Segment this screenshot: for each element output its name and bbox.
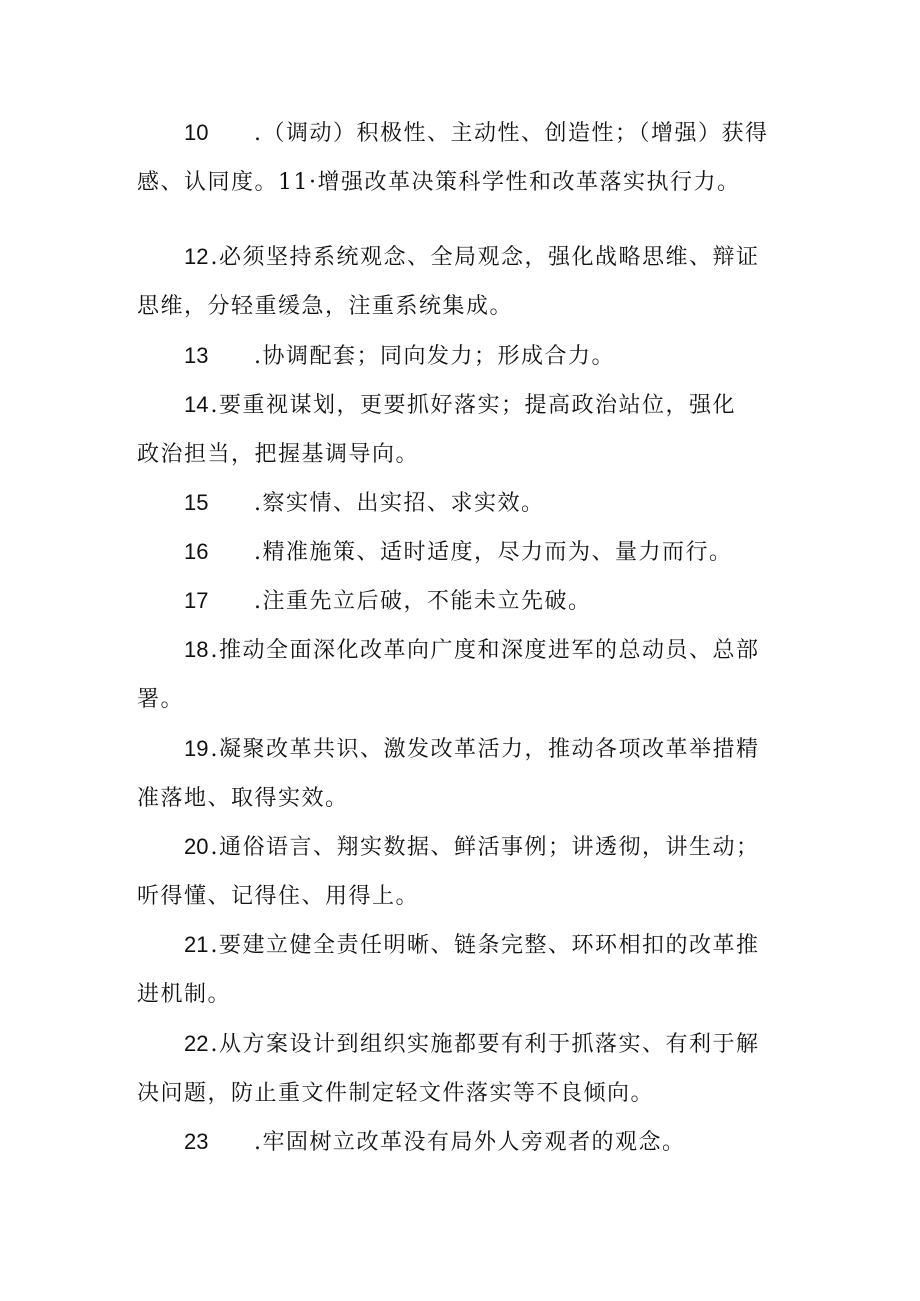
paragraph-text: 政治担当，把握基调导向。 xyxy=(137,442,420,467)
paragraph-text: .协调配套；同向发力；形成合力。 xyxy=(254,344,615,369)
item-number: 23 xyxy=(184,1129,209,1154)
paragraph-12 xyxy=(137,232,797,332)
paragraph-14 xyxy=(137,380,797,480)
item-number: 10 xyxy=(184,120,209,145)
paragraph-text: .凝聚改革共识、激发改革活力，推动各项改革举措精 xyxy=(210,737,760,762)
paragraph-15 xyxy=(137,478,797,528)
paragraph-text: 署。 xyxy=(137,687,185,712)
paragraph-text: .察实情、出实招、求实效。 xyxy=(254,491,545,516)
paragraph-text: .要建立健全责任明晰、链条完整、环环相扣的改革推 xyxy=(210,933,760,958)
item-number: 19 xyxy=(184,736,209,761)
paragraph-13 xyxy=(137,331,797,381)
item-number: 21 xyxy=(184,932,209,957)
paragraph-text: .通俗语言、翔实数据、鲜活事例；讲透彻，讲生动； xyxy=(210,835,760,860)
paragraph-16 xyxy=(137,527,797,577)
paragraph-20 xyxy=(137,822,797,922)
item-number: 15 xyxy=(184,490,209,515)
item-number: 13 xyxy=(184,343,209,368)
item-number: 17 xyxy=(184,588,209,613)
paragraph-19 xyxy=(137,724,797,824)
item-number: 20 xyxy=(184,834,209,859)
paragraph-text: 听得懂、记得住、用得上。 xyxy=(137,884,420,909)
paragraph-text: 准落地、取得实效。 xyxy=(137,786,349,811)
paragraph-text: .从方案设计到组织实施都要有利于抓落实、有利于解 xyxy=(210,1032,760,1057)
item-number: 18 xyxy=(184,637,209,662)
paragraph-21 xyxy=(137,920,797,1020)
paragraph-18 xyxy=(137,625,797,725)
paragraph-text: .注重先立后破，不能未立先破。 xyxy=(254,589,592,614)
paragraph-text: .必须坚持系统观念、全局观念，强化战略思维、辩证 xyxy=(210,245,760,270)
paragraph-text: 决问题，防止重文件制定轻文件落实等不良倾向。 xyxy=(137,1081,655,1106)
paragraph-10 xyxy=(137,108,797,208)
paragraph-text: .要重视谋划，更要抓好落实；提高政治站位，强化 xyxy=(210,393,736,418)
item-number: 16 xyxy=(184,539,209,564)
paragraph-text: 感、认同度。11·增强改革决策科学性和改革落实执行力。 xyxy=(137,170,741,195)
paragraph-text: .（调动）积极性、主动性、创造性；（增强）获得 xyxy=(254,121,769,146)
paragraph-text: .精准施策、适时适度，尽力而为、量力而行。 xyxy=(254,540,733,565)
paragraph-text: .推动全面深化改革向广度和深度进军的总动员、总部 xyxy=(210,638,760,663)
paragraph-text: 思维，分轻重缓急，注重系统集成。 xyxy=(137,294,514,319)
item-number: 14 xyxy=(184,392,209,417)
item-number: 22 xyxy=(184,1031,209,1056)
paragraph-text: .牢固树立改革没有局外人旁观者的观念。 xyxy=(254,1130,686,1155)
paragraph-23 xyxy=(137,1117,797,1167)
paragraph-22 xyxy=(137,1019,797,1119)
paragraph-17 xyxy=(137,576,797,626)
paragraph-text: 进机制。 xyxy=(137,982,232,1007)
item-number: 12 xyxy=(184,244,209,269)
